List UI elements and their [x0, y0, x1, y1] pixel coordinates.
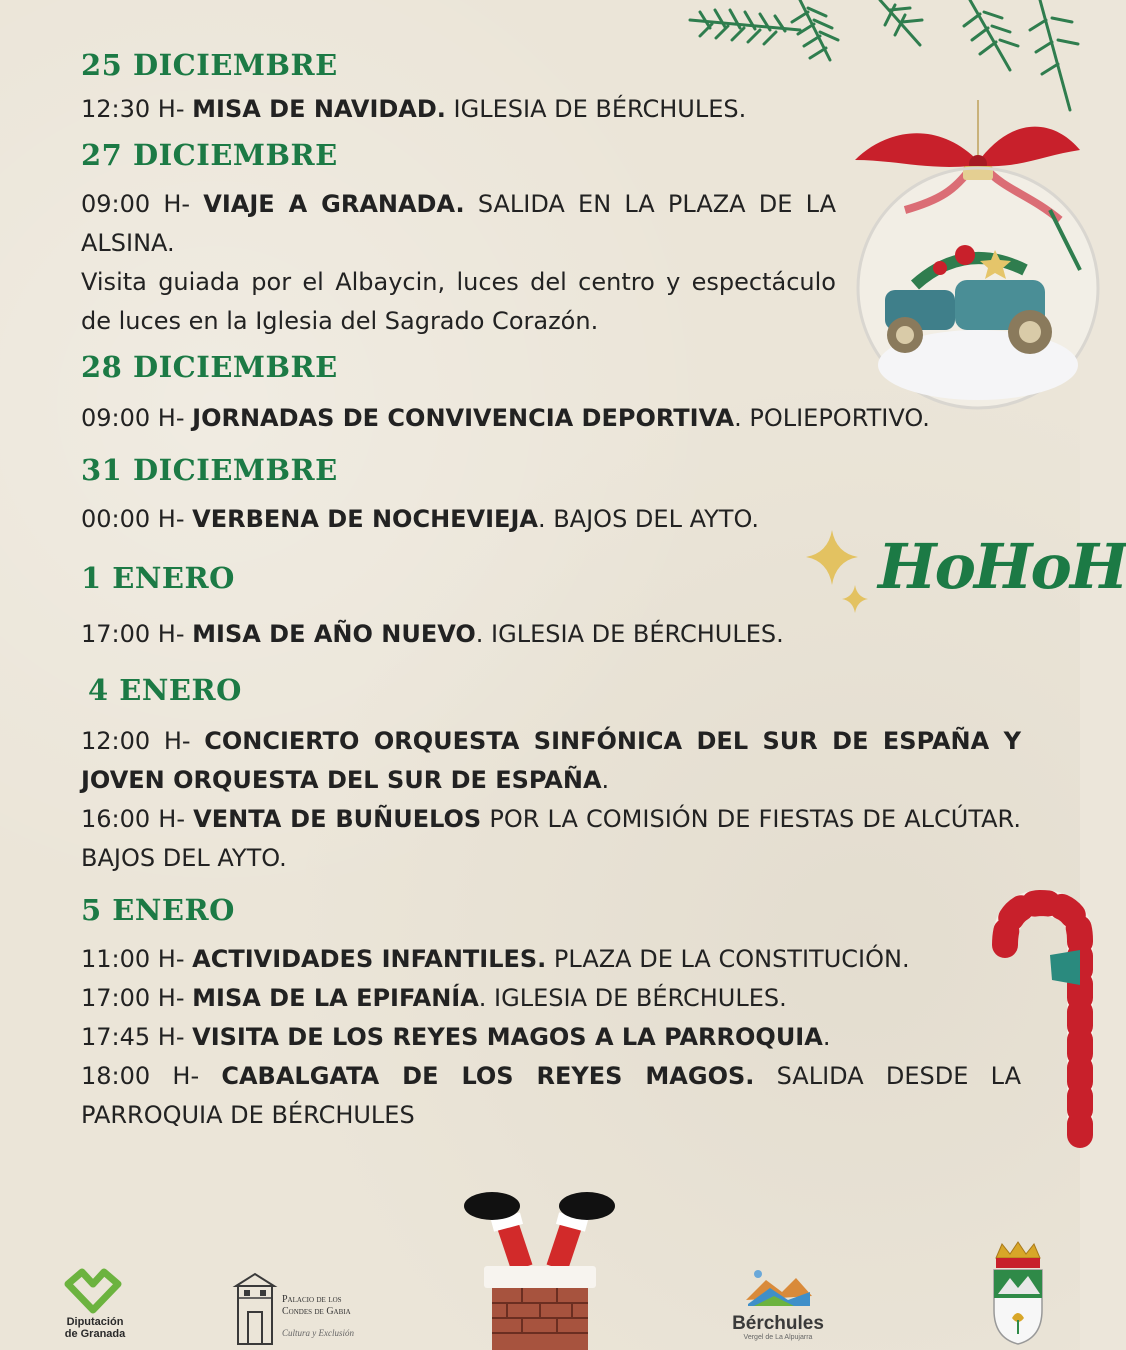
- date-heading-1-enero: 1 ENERO: [81, 561, 235, 595]
- hoho-lettering: HoHoH: [878, 530, 1126, 603]
- berchules-logo-icon: [744, 1266, 814, 1312]
- date-heading-4-enero: 4 ENERO: [88, 673, 242, 707]
- palacio-logo-icon: [232, 1268, 278, 1346]
- event-line: 17:00 H- MISA DE AÑO NUEVO. IGLESIA DE BÉRCHULES.: [81, 620, 784, 648]
- event-line: 18:00 H- CABALGATA DE LOS REYES MAGOS. SALIDA DESDE LA PARROQUIA DE BÉRCHULES: [81, 1062, 1021, 1129]
- berchules-coat-of-arms-icon: [988, 1240, 1048, 1346]
- event-line: 12:00 H- CONCIERTO ORQUESTA SINFÓNICA DEL SUR DE ESPAÑA Y JOVEN ORQUESTA DEL SUR DE ESPAÑA.: [81, 727, 1021, 794]
- event-line: 11:00 H- ACTIVIDADES INFANTILES. PLAZA DE LA CONSTITUCIÓN.: [81, 945, 910, 973]
- event-line: 17:45 H- VISITA DE LOS REYES MAGOS A LA PARROQUIA.: [81, 1023, 831, 1051]
- berchules-logo-name: Bérchules: [732, 1313, 824, 1334]
- event-line: 09:00 H- VIAJE A GRANADA. SALIDA EN LA PLAZA DE LA ALSINA.: [81, 190, 836, 257]
- date-heading-27-diciembre: 27 DICIEMBRE: [81, 138, 338, 172]
- palacio-tagline: Cultura y Exclusión: [282, 1328, 354, 1338]
- diputacion-logo-icon: [64, 1268, 122, 1314]
- event-line: 12:30 H- MISA DE NAVIDAD. IGLESIA DE BÉRCHULES.: [81, 95, 747, 123]
- date-heading-5-enero: 5 ENERO: [81, 893, 235, 927]
- date-heading-25-diciembre: 25 DICIEMBRE: [81, 48, 338, 82]
- event-line: 00:00 H- VERBENA DE NOCHEVIEJA. BAJOS DEL AYTO.: [81, 505, 759, 533]
- event-line: 17:00 H- MISA DE LA EPIFANÍA. IGLESIA DE BÉRCHULES.: [81, 984, 787, 1012]
- christmas-ornament-decoration: [845, 100, 1080, 410]
- event-description: Visita guiada por el Albaycin, luces del centro y espectáculo de luces en la Iglesia del Sagrado Corazón.: [81, 268, 836, 335]
- berchules-logo-tagline: Vergel de La Alpujarra: [743, 1334, 813, 1341]
- date-heading-28-diciembre: 28 DICIEMBRE: [81, 350, 338, 384]
- santa-chimney-illustration: [462, 1188, 622, 1350]
- palacio-logo-text: Palacio de los Condes de Gabia: [282, 1294, 351, 1317]
- sparkle-stars-icon: [800, 525, 880, 620]
- date-heading-31-diciembre: 31 DICIEMBRE: [81, 453, 338, 487]
- event-line: 09:00 H- JORNADAS DE CONVIVENCIA DEPORTIVA. POLIEPORTIVO.: [81, 404, 930, 432]
- event-line: 16:00 H- VENTA DE BUÑUELOS POR LA COMISIÓN DE FIESTAS DE ALCÚTAR. BAJOS DEL AYTO.: [81, 805, 1021, 872]
- diputacion-logo-text: Diputación de Granada: [64, 1316, 126, 1340]
